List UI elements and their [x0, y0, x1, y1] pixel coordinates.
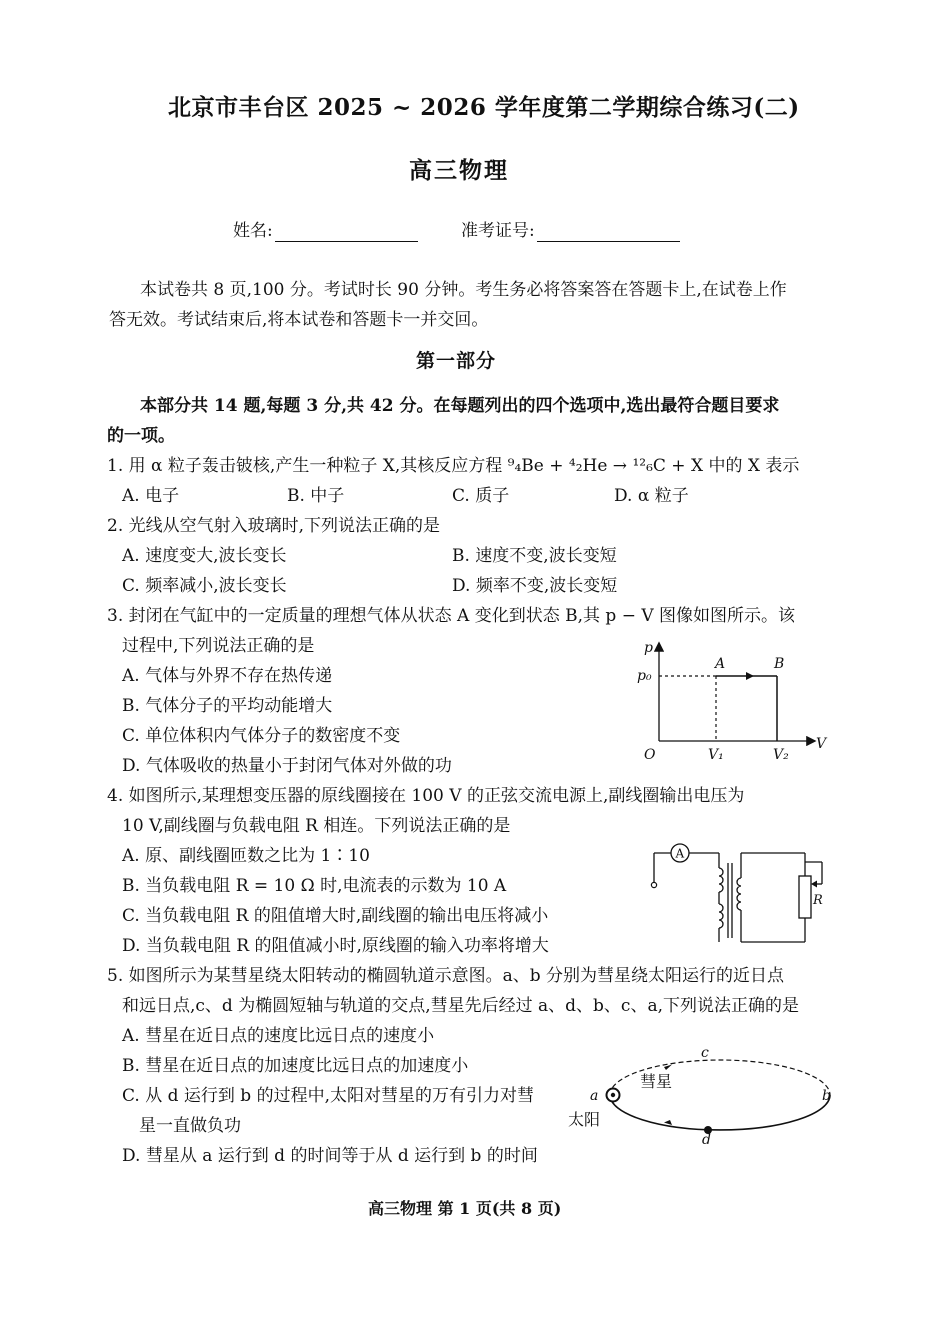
- q2-option-d: D. 频率不变,波长变短: [452, 576, 618, 596]
- q3-option-b: B. 气体分子的平均动能增大: [122, 696, 333, 716]
- q4-option-b: B. 当负载电阻 R = 10 Ω 时,电流表的示数为 10 A: [122, 876, 507, 896]
- q3-point-a-label: A: [715, 656, 726, 672]
- q4-option-c: C. 当负载电阻 R 的阻值增大时,副线圈的输出电压将减小: [122, 906, 549, 926]
- q1-option-c: C. 质子: [452, 486, 510, 506]
- q2-option-b: B. 速度不变,波长变短: [452, 546, 617, 566]
- id-field: [461, 220, 680, 242]
- q5-label-comet: 彗星: [640, 1072, 673, 1091]
- q5-sun-core: [611, 1093, 615, 1097]
- q5-label-b: b: [822, 1088, 831, 1104]
- name-blank: [275, 225, 418, 242]
- page-footer: 高三物理 第 1 页(共 8 页): [368, 1199, 562, 1218]
- name-label: 姓名:: [233, 221, 273, 241]
- q3-option-a: A. 气体与外界不存在热传递: [122, 666, 333, 686]
- q5-option-c-line-2: 星一直做负功: [139, 1116, 241, 1136]
- section-desc-line-2: 的一项。: [107, 426, 175, 446]
- q3-v1-label: V₁: [708, 747, 724, 763]
- q5-direction-arrow-lower: [664, 1120, 672, 1125]
- section-title: 第一部分: [416, 350, 497, 372]
- id-blank: [537, 225, 680, 242]
- q1-stem-suffix: 中的 X 表示: [708, 456, 800, 476]
- q3-direction-arrow: [746, 672, 754, 680]
- q4-transformer-circuit: [640, 838, 835, 953]
- q1-stem: [107, 455, 799, 477]
- q5-orbit-lower: [610, 1095, 830, 1130]
- q4-resistor: [799, 876, 811, 918]
- q5-option-d: D. 彗星从 a 运行到 d 的时间等于从 d 运行到 b 的时间: [122, 1146, 538, 1166]
- q3-pv-diagram: [632, 638, 832, 773]
- q5-label-d: d: [702, 1132, 711, 1145]
- q5-direction-arrow-upper: [664, 1065, 672, 1071]
- q3-stem-line-1: 3. 封闭在气缸中的一定质量的理想气体从状态 A 变化到状态 B,其 p − V 图像如图所示。该: [107, 606, 796, 626]
- instructions-line-2: 答无效。考试结束后,将本试卷和答题卡一并交回。: [109, 310, 489, 330]
- q5-stem-line-1: 5. 如图所示为某彗星绕太阳转动的椭圆轨道示意图。a、b 分别为彗星绕太阳运行的近日点: [107, 966, 785, 986]
- exam-title: 北京市丰台区 2025 ~ 2026 学年度第二学期综合练习(二): [168, 94, 800, 121]
- q3-x-axis-label: V: [816, 736, 827, 752]
- q3-y-axis-label: p: [644, 640, 653, 656]
- q5-option-b: B. 彗星在近日点的加速度比远日点的加速度小: [122, 1056, 469, 1076]
- q2-option-a: A. 速度变大,波长变长: [122, 546, 287, 566]
- q5-label-a: a: [590, 1088, 599, 1104]
- q4-option-a: A. 原、副线圈匝数之比为 1∶10: [122, 846, 370, 866]
- q4-resistor-label: R: [813, 893, 823, 908]
- q2-stem: 2. 光线从空气射入玻璃时,下列说法正确的是: [107, 516, 441, 536]
- q4-slider-arrow: [811, 881, 817, 888]
- section-desc-line-1: 本部分共 14 题,每题 3 分,共 42 分。在每题列出的四个选项中,选出最符合题目要求: [140, 396, 780, 416]
- q1-option-d: D. α 粒子: [614, 486, 689, 506]
- q5-stem-line-2: 和远日点,c、d 为椭圆短轴与轨道的交点,彗星先后经过 a、d、b、c、a,下列说法正确的是: [122, 996, 799, 1016]
- q3-option-c: C. 单位体积内气体分子的数密度不变: [122, 726, 401, 746]
- q3-origin-label: O: [644, 747, 656, 763]
- q1-option-b: B. 中子: [287, 486, 345, 506]
- q4-stem-line-1: 4. 如图所示,某理想变压器的原线圈接在 100 V 的正弦交流电源上,副线圈输出电压为: [107, 786, 745, 806]
- q5-label-sun: 太阳: [568, 1110, 601, 1129]
- q5-orbit-diagram: [560, 1045, 850, 1145]
- q4-option-d: D. 当负载电阻 R 的阻值减小时,原线圈的输入功率将增大: [122, 936, 549, 956]
- q3-option-d: D. 气体吸收的热量小于封闭气体对外做的功: [122, 756, 452, 776]
- q4-ammeter-label: A: [675, 846, 685, 861]
- q1-equation: ⁹₄Be + ⁴₂He → ¹²₆C + X: [507, 456, 704, 476]
- q5-option-c-line-1: C. 从 d 运行到 b 的过程中,太阳对彗星的万有引力对彗: [122, 1086, 534, 1106]
- q4-primary-coil-upper: [719, 868, 723, 892]
- name-field: [233, 220, 418, 242]
- q3-point-b-label: B: [774, 656, 785, 672]
- q3-v2-label: V₂: [773, 747, 789, 763]
- q1-option-a: A. 电子: [122, 486, 180, 506]
- q4-primary-coil-lower: [719, 904, 723, 928]
- q3-p0-label: p₀: [637, 668, 652, 684]
- q5-option-a: A. 彗星在近日点的速度比远日点的速度小: [122, 1026, 435, 1046]
- q1-stem-prefix: 1. 用 α 粒子轰击铍核,产生一种粒子 X,其核反应方程: [107, 456, 503, 476]
- q4-secondary-coil: [737, 878, 741, 910]
- q5-label-c: c: [701, 1045, 709, 1061]
- q4-stem-line-2: 10 V,副线圈与负载电阻 R 相连。下列说法正确的是: [122, 816, 511, 836]
- instructions-line-1: 本试卷共 8 页,100 分。考试时长 90 分钟。考生务必将答案答在答题卡上,在试卷上作: [140, 280, 787, 300]
- exam-subtitle: 高三物理: [409, 157, 509, 184]
- q3-stem-line-2: 过程中,下列说法正确的是: [122, 636, 315, 656]
- q4-terminal-dot: [651, 882, 656, 887]
- q2-option-c: C. 频率减小,波长变长: [122, 576, 287, 596]
- id-label: 准考证号:: [461, 221, 535, 241]
